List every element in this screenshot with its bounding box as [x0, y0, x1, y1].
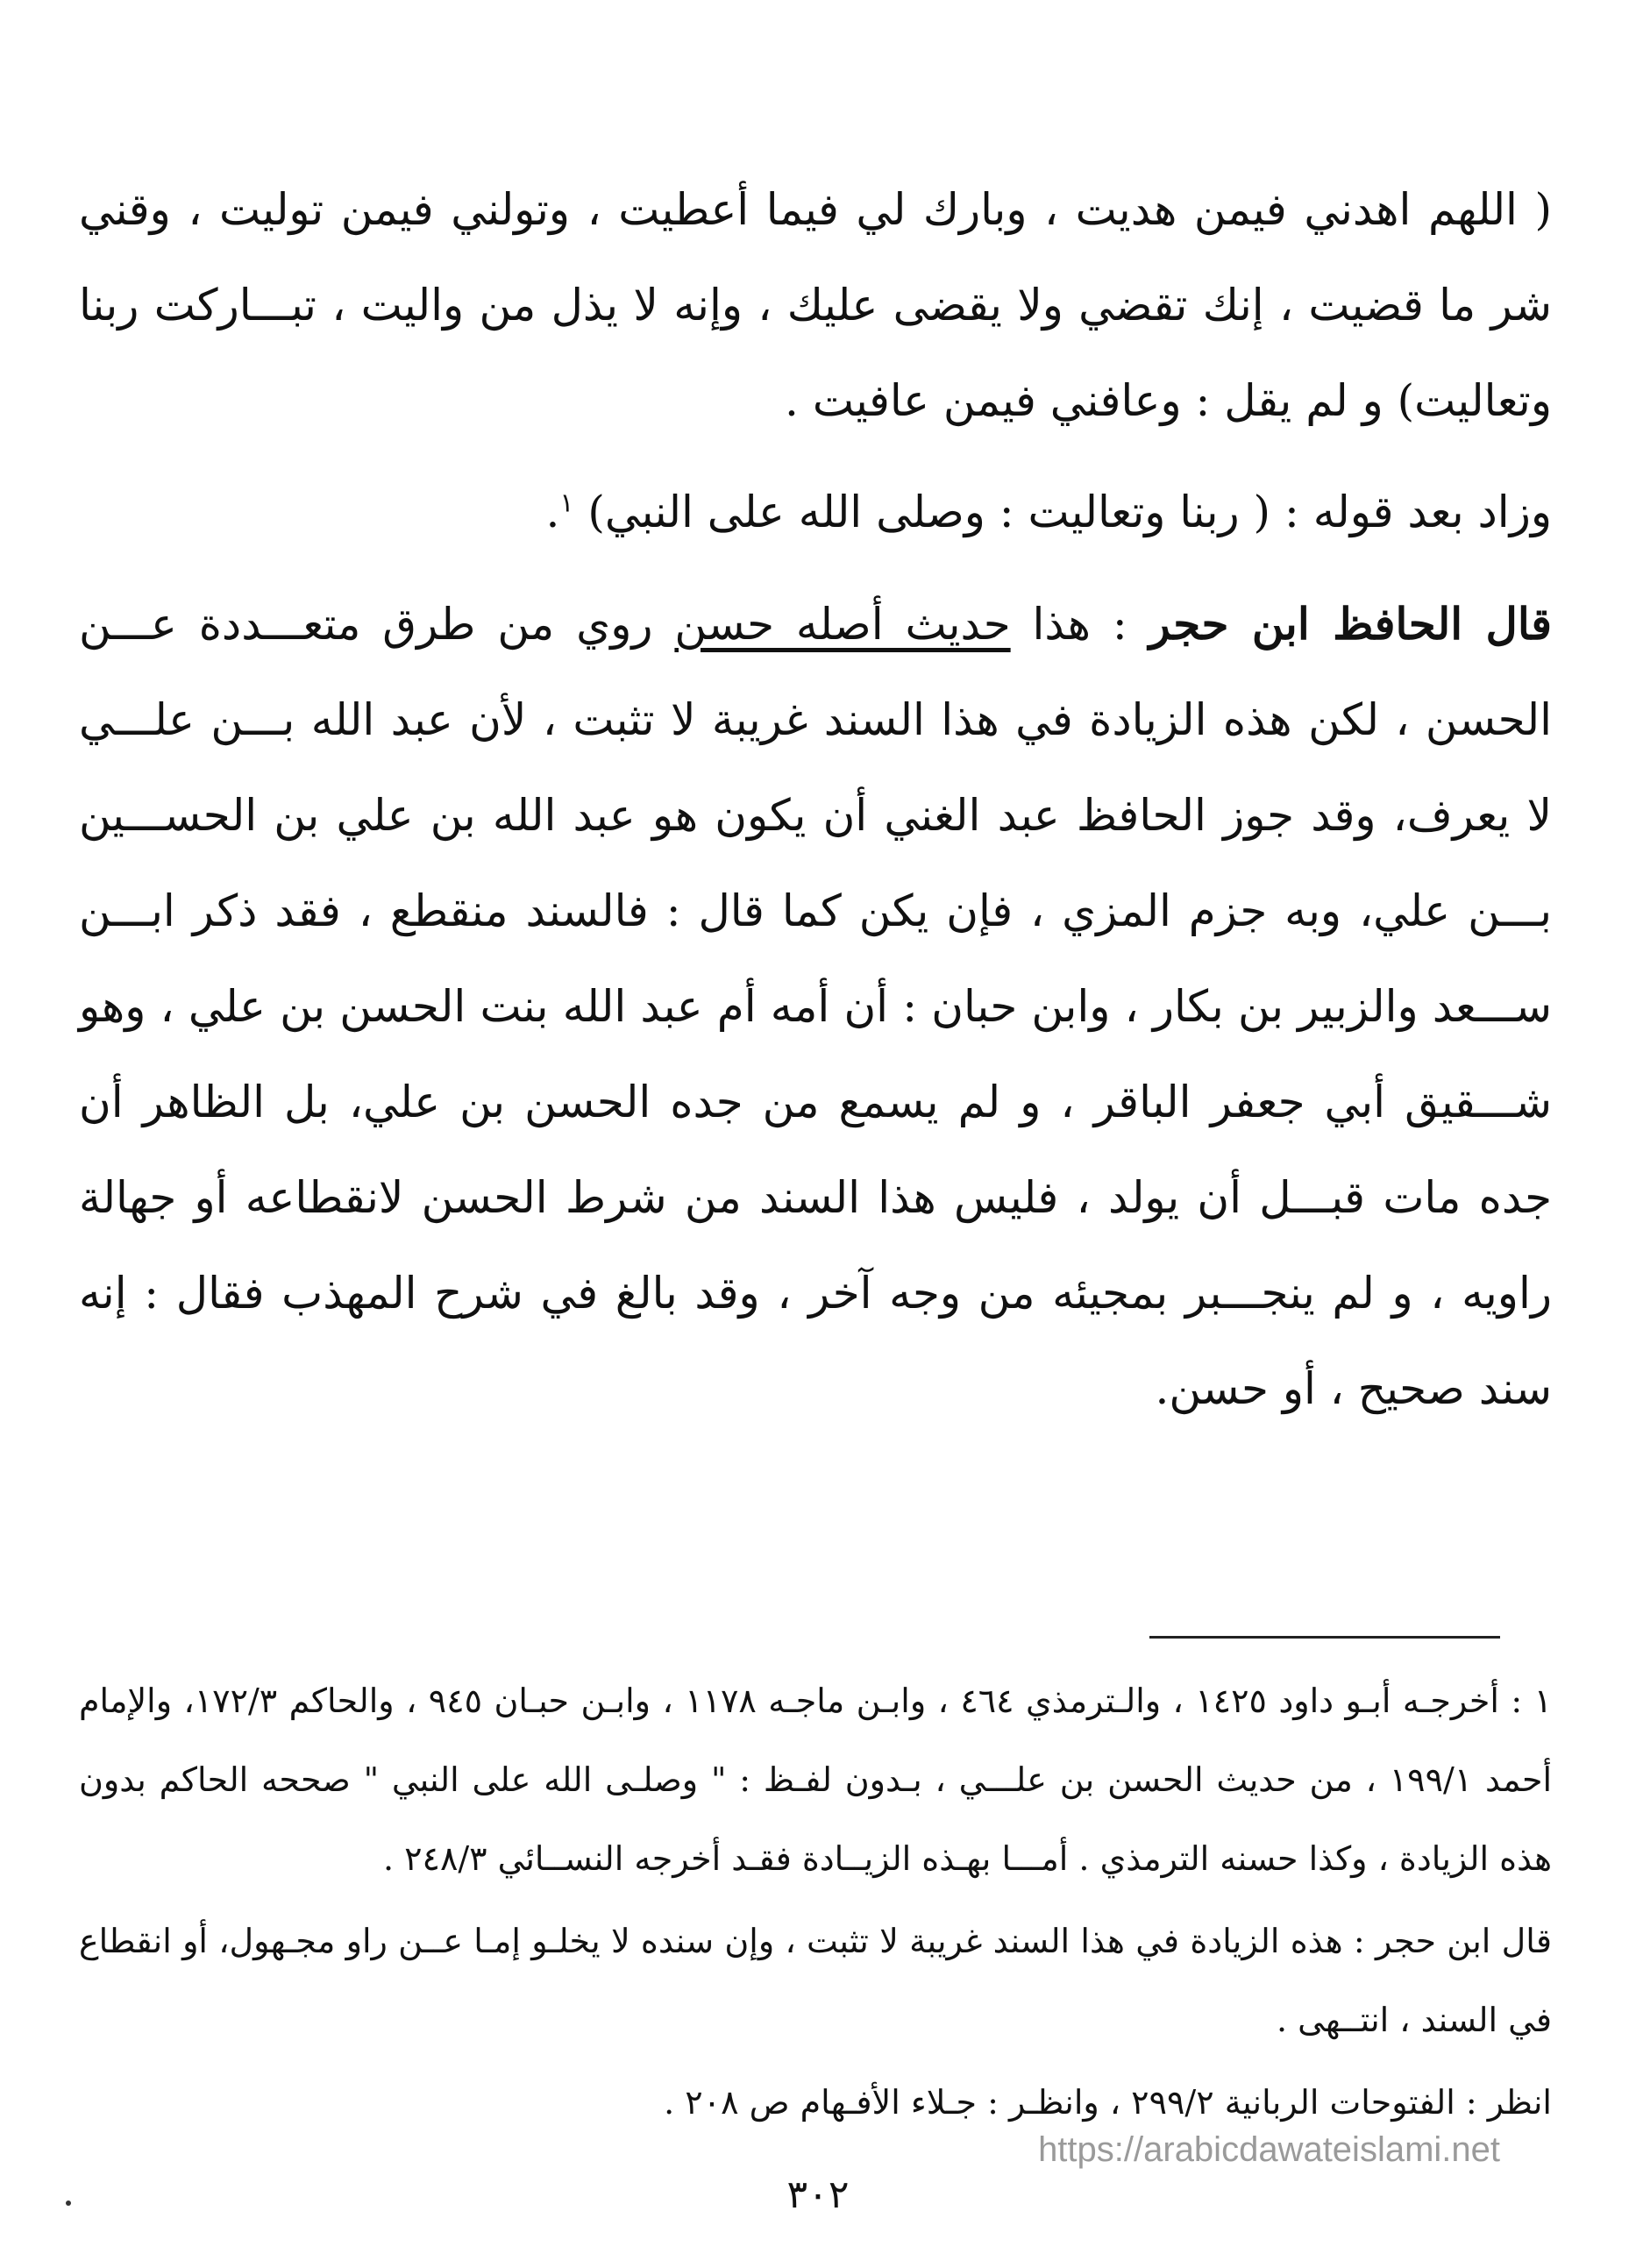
ibn-hajar-heading: قال الحافظ ابن حجر: [1149, 598, 1552, 650]
dua-text-paragraph: ( اللهم اهدني فيمن هديت ، وبارك لي فيما أعطيت ، وتولني فيمن توليت ، وقني شر ما قضيت ، إنك تقضي ولا يقضى عليك ، وإنه لا يذل من واليت ، تبـــاركت ربنا وتعاليت) و لم يقل : وعافني فيمن عافيت .: [79, 184, 1552, 426]
footnote-1: ١ : أخرجـه أبـو داود ١٤٢٥ ، والـترمذي ٤٦٤ ، وابـن ماجـه ١١٧٨ ، وابـن حبـان ٩٤٥ ، والحاكم ١٧٢/٣، والإمام أحمد ١٩٩/١ ، من حديث الحسن بن علـــي ، بـدون لفـظ : " وصلـى الله على النبي " صححه الحاكم بدون هذه الزيادة ، وكذا حسنه الترمذي . أمـــا بهـذه الزيــادة فقـد أخرجه النســائي ٢٤٨/٣ .: [79, 1681, 1553, 1878]
page-number: ٣٠٢: [786, 2172, 850, 2217]
addition-text: وزاد بعد قوله : ( ربنا وتعاليت : وصلى الله على النبي): [573, 487, 1552, 537]
watermark-url: https://arabicdawateislami.net: [1038, 2130, 1500, 2169]
footnotes-section: [79, 1661, 1552, 2142]
scan-speck: [66, 2200, 71, 2206]
ibn-hajar-paragraph: [79, 576, 1552, 1437]
main-body-text: [79, 162, 1552, 1437]
ibn-hajar-text-b: روي من طرق متعـــددة عـــن الحسن ، لكن هذه الزيادة في هذا السند غريبة لا تثبت ، لأن عبد الله بـــن علـــي لا يعرف، وقد جوز الحافظ عبد الغني أن يكون هو عبد الله بن علي بن الحســـين بـــن علي، وبه جزم المزي ، فإن يكن كما قال : فالسند منقطع ، فقد ذكر ابـــن ســـعد والزبير بن بكار ، وابن حبان : أن أمه أم عبد الله بنت الحسن بن علي ، وهو شـــقيق أبي جعفر الباقر ، و لم يسمع من جده الحسن بن علي، بل الظاهر أن جده مات قبـــل أن يولد ، فليس هذا السند من شرط الحسن لانقطاعه أو جهالة راويه ، و لم ينجـــبر بمجيئه من وجه آخر ، وقد بالغ في شرح المهذب فقال : إنه سند صحيح ، أو حسن.: [79, 599, 1552, 1414]
underlined-phrase: حديث أصله حسن: [674, 599, 1011, 650]
ibn-hajar-text-a: : هذا: [1010, 599, 1149, 650]
footnote-references: انظر : الفتوحات الربانية ٢٩٩/٢ ، وانظـر : جـلاء الأفـهام ص ٢٠٨ .: [664, 2083, 1552, 2122]
footnote-separator: [1149, 1636, 1500, 1639]
addition-end: .: [545, 487, 560, 537]
footnote-marker[interactable]: ١: [559, 487, 574, 519]
footnote-ibn-hajar: قال ابن حجر : هذه الزيادة في هذا السند غريبة لا تثبت ، وإن سنده لا يخلـو إمـا عــن راو مجـهول، أو انقطاع في السند ، انتــهى .: [79, 1922, 1552, 2039]
addition-paragraph: [79, 465, 1552, 560]
